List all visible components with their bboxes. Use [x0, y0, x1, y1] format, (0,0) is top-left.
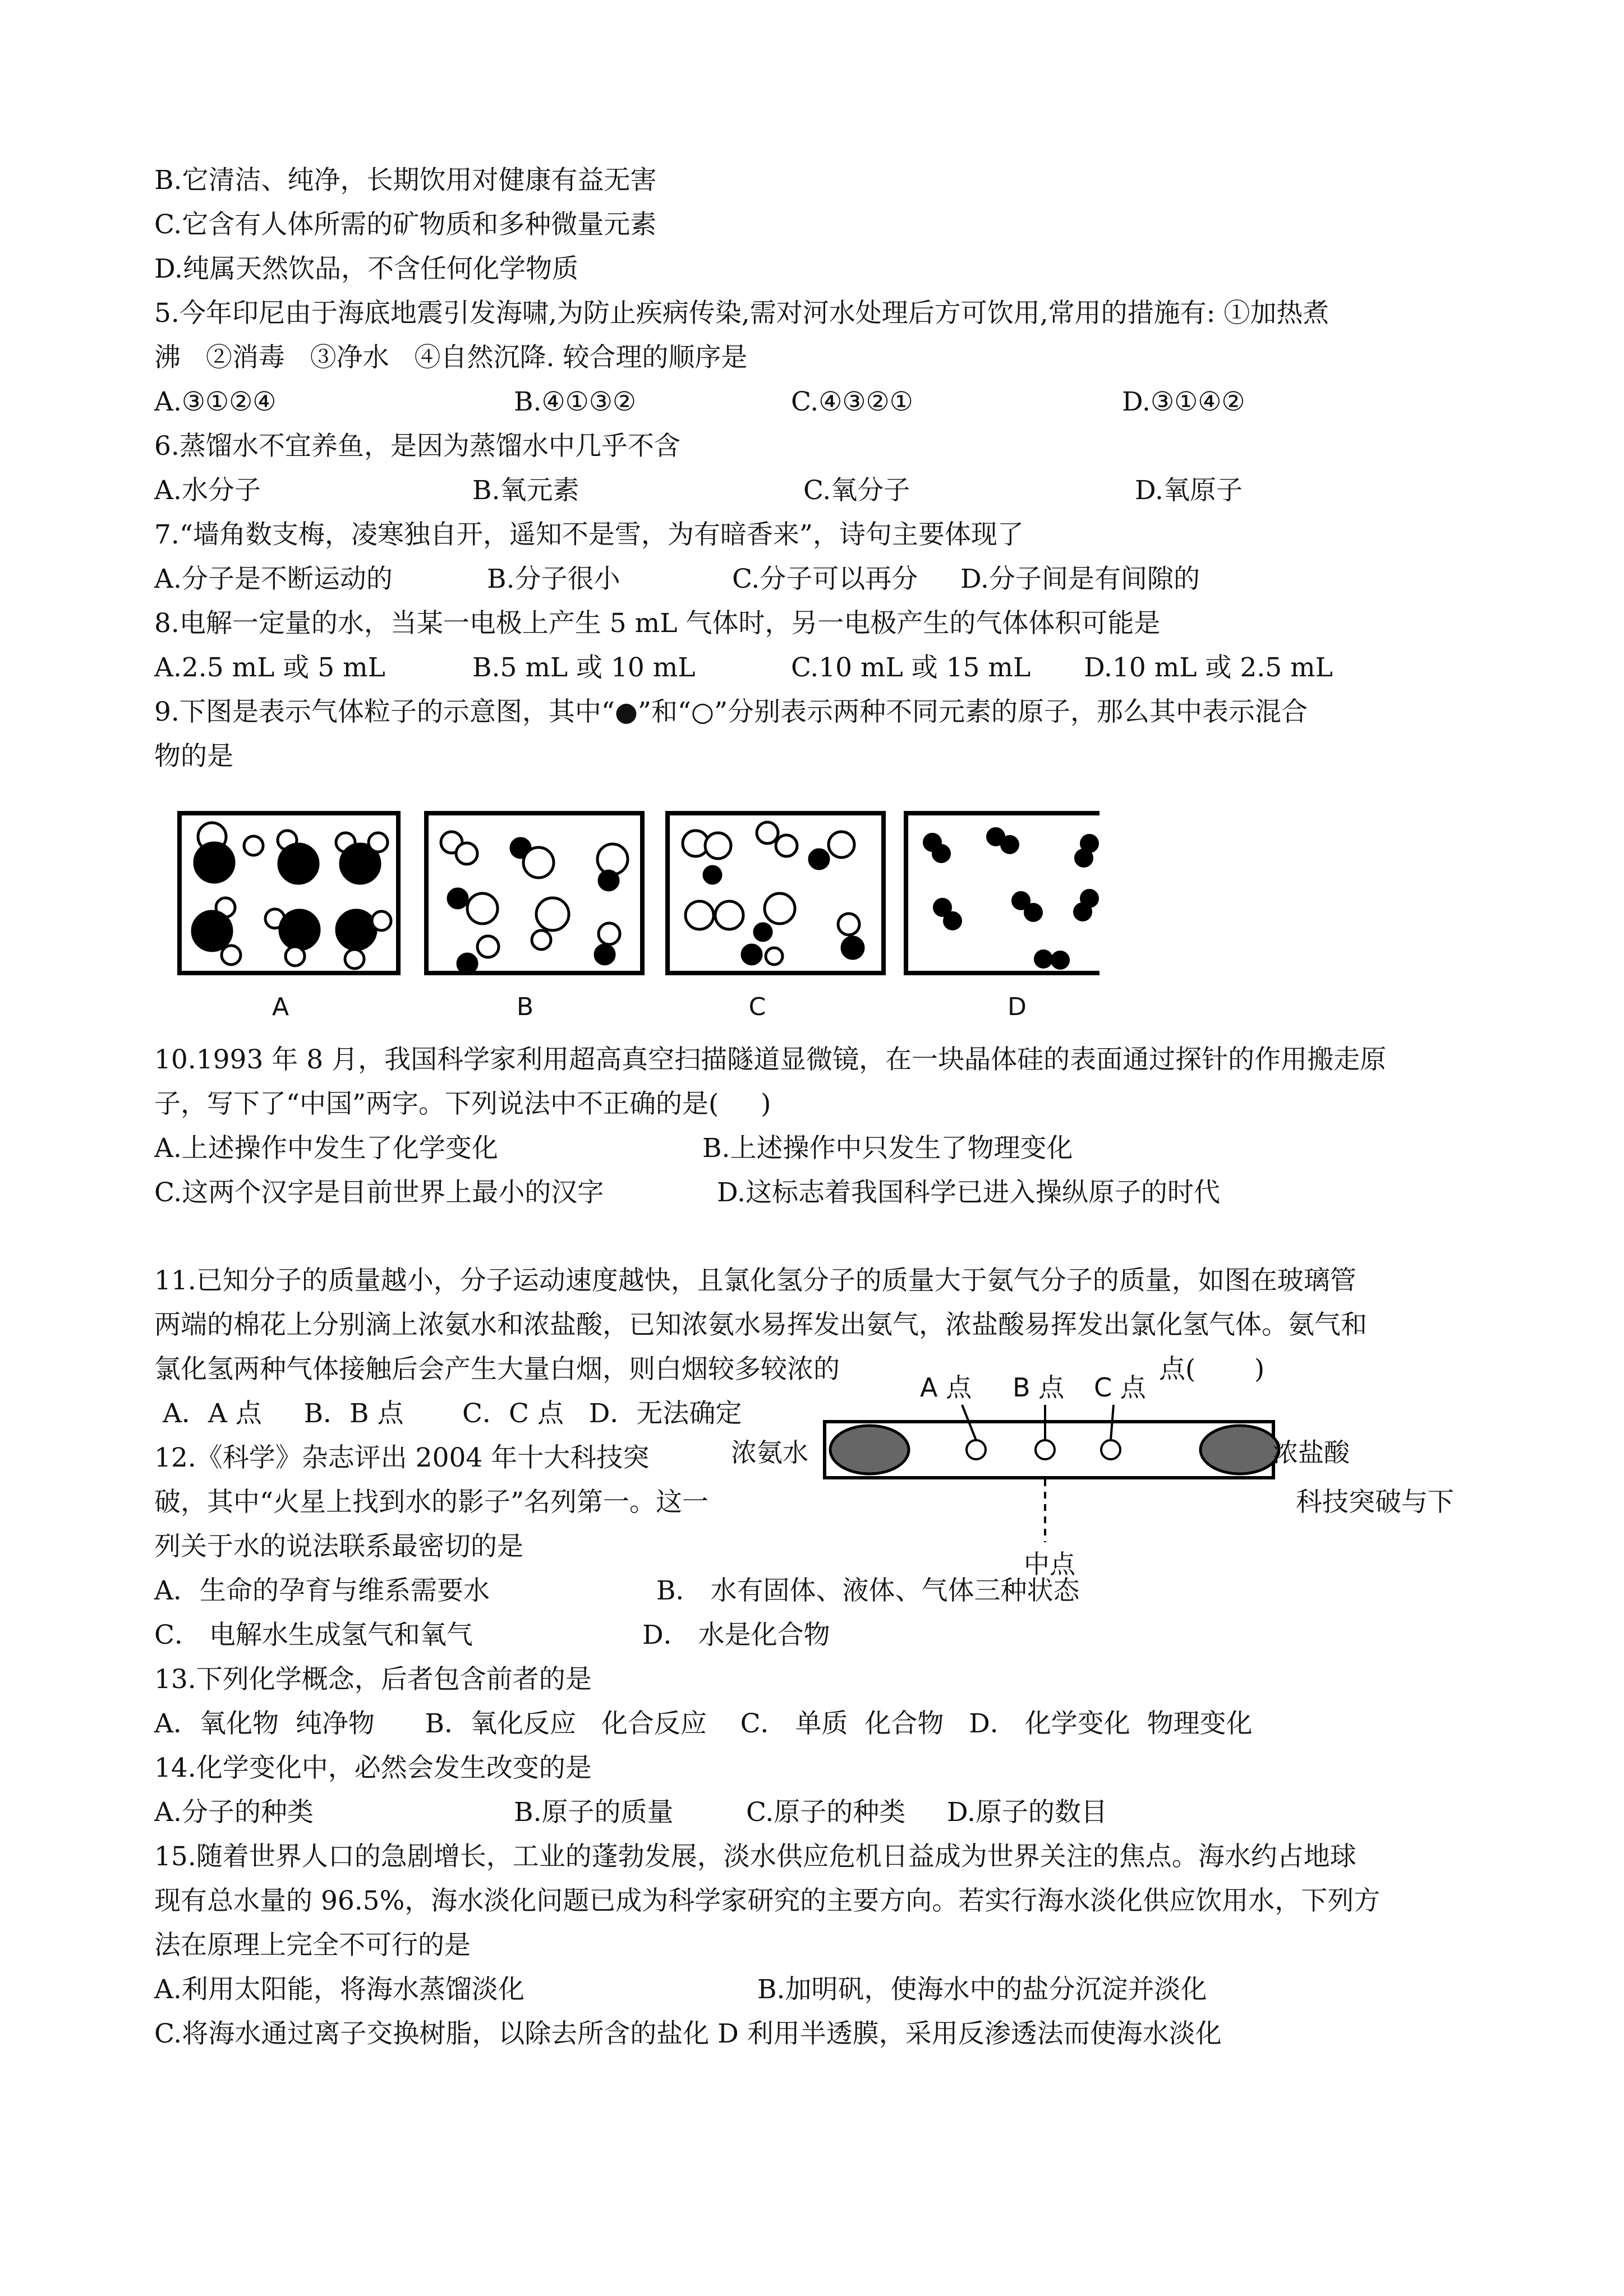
panel-b-particles [441, 832, 628, 973]
q10-stem-line2: 子，写下了“中国”两字。下列说法中不正确的是( ) [154, 1089, 771, 1119]
panel-c-label: C [748, 993, 766, 1021]
hydrochloric-acid-label: 浓盐酸 [1272, 1437, 1350, 1468]
panel-c-particles [683, 822, 863, 965]
q10-option-c: C.这两个汉字是目前世界上最小的汉字 [154, 1177, 604, 1208]
q10-option-b: B.上述操作中只发生了物理变化 [702, 1133, 1073, 1164]
q5-option-b: B.④①③② [514, 386, 637, 417]
q12-option-a: A．生命的孕育与维系需要水 [154, 1575, 490, 1606]
q10-option-d: D.这标志着我国科学已进入操纵原子的时代 [717, 1177, 1220, 1208]
q12-stem-line2-end: 科技突破与下 [1296, 1487, 1454, 1518]
q7-option-a: A.分子是不断运动的 [154, 564, 393, 594]
point-b-marker [1036, 1440, 1055, 1459]
q14-stem: 14.化学变化中，必然会发生改变的是 [154, 1753, 592, 1783]
q6-option-c: C.氧分子 [803, 475, 910, 506]
q12-stem-line1: 12.《科学》杂志评出 2004 年十大科技突 [154, 1442, 650, 1473]
panel-d-label: D [1007, 993, 1027, 1021]
q9-stem-line2: 物的是 [154, 741, 233, 772]
q6-option-b: B.氧元素 [472, 475, 579, 506]
left-cotton [830, 1426, 909, 1474]
q8-option-b: B.5 mL 或 10 mL [472, 652, 696, 683]
midpoint-label: 中点 [1024, 1549, 1075, 1579]
q4-option-c: C.它含有人体所需的矿物质和多种微量元素 [154, 209, 657, 240]
q6-option-a: A.水分子 [154, 475, 261, 506]
q12-option-c: C． 电解水生成氢气和氧气 [154, 1620, 473, 1650]
q11-stem-line3-end: 点( ) [1159, 1354, 1265, 1385]
point-a-marker [967, 1440, 986, 1459]
q13-stem: 13.下列化学概念，后者包含前者的是 [154, 1664, 592, 1695]
q12-stem-line3: 列关于水的说法联系最密切的是 [154, 1531, 523, 1562]
point-c-label: C 点 [1094, 1372, 1146, 1403]
q10-stem-line1: 10.1993 年 8 月，我国科学家利用超高真空扫描隧道显微镜，在一块晶体硅的表面通过探针的作用搬走原 [154, 1044, 1387, 1075]
q8-stem: 8.电解一定量的水，当某一电极上产生 5 mL 气体时，另一电极产生的气体体积可能是 [154, 608, 1161, 639]
q15-option-a: A.利用太阳能，将海水蒸馏淡化 [154, 1974, 525, 2005]
q14-option-a: A.分子的种类 [154, 1797, 314, 1828]
q14-option-b: B.原子的质量 [514, 1797, 674, 1828]
point-b-label: B 点 [1013, 1372, 1065, 1403]
q7-option-d: D.分子间是有间隙的 [960, 564, 1200, 594]
q6-stem: 6.蒸馏水不宜养鱼，是因为蒸馏水中几乎不含 [154, 431, 680, 462]
q15-stem-line3: 法在原理上完全不可行的是 [154, 1930, 471, 1961]
right-cotton [1200, 1426, 1279, 1474]
q8-option-c: C.10 mL 或 15 mL [791, 652, 1031, 683]
panel-a-label: A [272, 993, 289, 1021]
q10-option-a: A.上述操作中发生了化学变化 [154, 1133, 498, 1164]
q6-option-d: D.氧原子 [1135, 475, 1243, 506]
q4-option-b: B.它清洁、纯净，长期饮用对健康有益无害 [154, 165, 657, 196]
q5-stem-line1: 5.今年印尼由于海底地震引发海啸,为防止疾病传染,需对河水处理后方可饮用,常用的措施有: ①加热煮 [154, 298, 1329, 329]
q12-option-d: D． 水是化合物 [642, 1620, 830, 1650]
point-a-label: A 点 [920, 1372, 972, 1403]
q15-option-c-d: C.将海水通过离子交换树脂，以除去所含的盐化 D 利用半透膜，采用反渗透法而使海水淡化 [154, 2018, 1222, 2049]
q7-stem: 7.“墙角数支梅，凌寒独自开，遥知不是雪，为有暗香来”，诗句主要体现了 [154, 519, 1024, 550]
ammonia-label: 浓氨水 [731, 1437, 808, 1468]
particle-diagram [168, 796, 1099, 1021]
q15-option-b: B.加明矾，使海水中的盐分沉淀并淡化 [757, 1974, 1207, 2005]
q7-option-b: B.分子很小 [487, 564, 620, 594]
q8-option-a: A.2.5 mL 或 5 mL [154, 652, 385, 683]
q14-option-c: C.原子的种类 [746, 1797, 906, 1828]
q9-stem-line1: 9.下图是表示气体粒子的示意图，其中“●”和“○”分别表示两种不同元素的原子，那么其中表示混合 [154, 697, 1308, 727]
q4-option-d: D.纯属天然饮品，不含任何化学物质 [154, 253, 578, 284]
q5-stem-line2: 沸 ②消毒 ③净水 ④自然沉降. 较合理的顺序是 [154, 342, 748, 373]
q15-stem-line1: 15.随着世界人口的急剧增长，工业的蓬勃发展，淡水供应危机日益成为世界关注的焦点。海水约占地球 [154, 1841, 1356, 1872]
q5-option-d: D.③①④② [1122, 386, 1245, 417]
q5-option-a: A.③①②④ [154, 386, 277, 417]
q13-options: A．氧化物 纯净物 B．氧化反应 化合反应 C． 单质 化合物 D． 化学变化 物理变化 [154, 1708, 1253, 1739]
q11-stem-line3: 氯化氢两种气体接触后会产生大量白烟，则白烟较多较浓的 [154, 1354, 840, 1385]
q11-stem-line1: 11.已知分子的质量越小，分子运动速度越快，且氯化氢分子的质量大于氨气分子的质量，如图在玻璃管 [154, 1265, 1356, 1296]
q11-stem-line2: 两端的棉花上分别滴上浓氨水和浓盐酸，已知浓氨水易挥发出氨气，浓盐酸易挥发出氯化氢气体。氨气和 [154, 1310, 1367, 1340]
panel-b-label: B [516, 993, 534, 1021]
glass-tube-diagram [819, 1368, 1447, 1582]
q5-option-c: C.④③②① [791, 386, 913, 417]
q12-stem-line2: 破，其中“火星上找到水的影子”名列第一。这一 [154, 1487, 709, 1518]
q12-option-b: B． 水有固体、液体、气体三种状态 [656, 1575, 1080, 1606]
q11-options: A．A 点 B．B 点 C．C 点 D．无法确定 [154, 1398, 742, 1429]
q15-stem-line2: 现有总水量的 96.5%，海水淡化问题已成为科学家研究的主要方向。若实行海水淡化供应饮用水，下列方 [154, 1885, 1381, 1916]
q14-option-d: D.原子的数目 [947, 1797, 1107, 1828]
point-c-marker [1101, 1440, 1120, 1459]
q8-option-d: D.10 mL 或 2.5 mL [1084, 652, 1333, 683]
panel-d-particles [924, 828, 1098, 969]
q7-option-c: C.分子可以再分 [732, 564, 918, 594]
panel-a-particles [192, 823, 391, 969]
